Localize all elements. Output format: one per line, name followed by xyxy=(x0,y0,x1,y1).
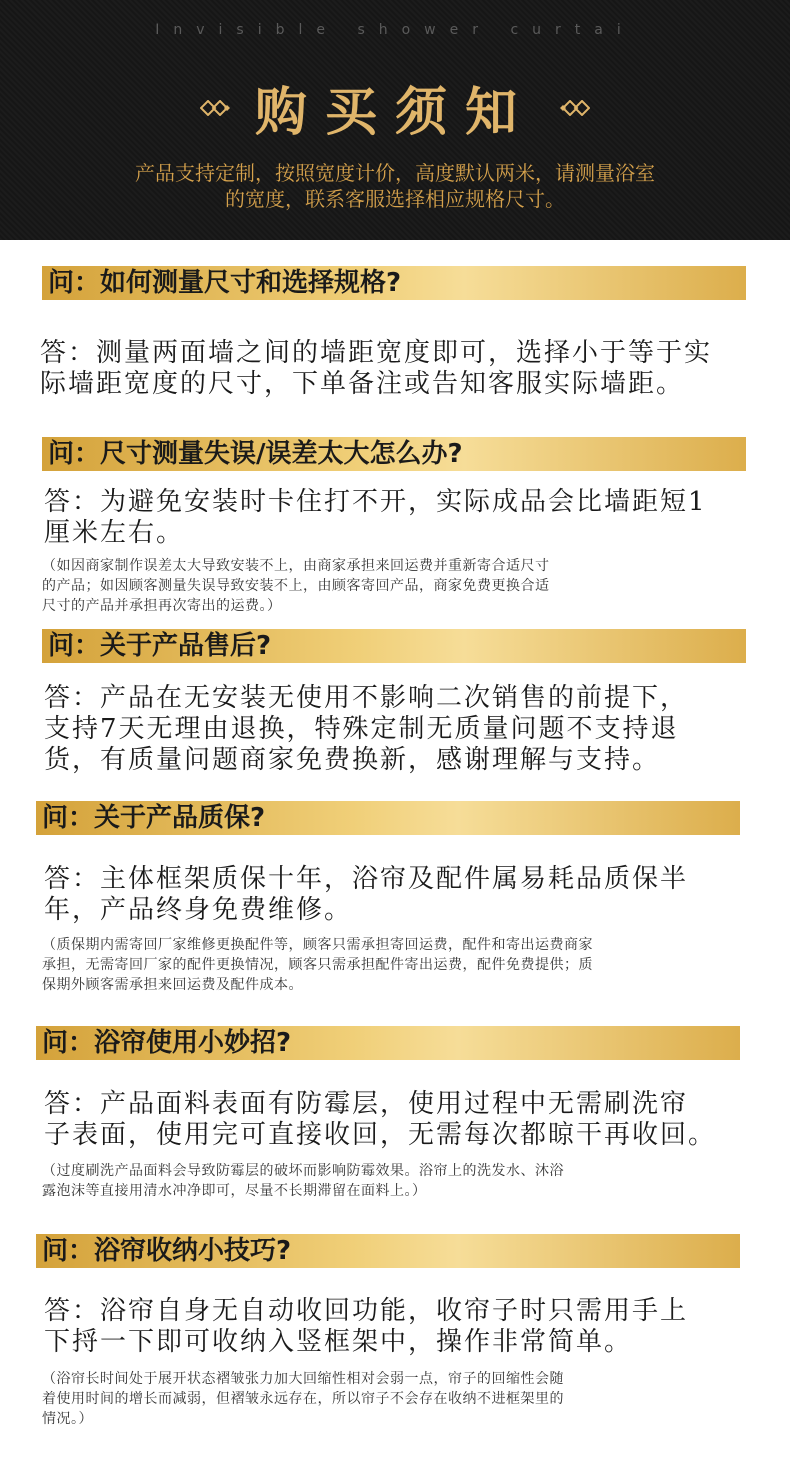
note-text xyxy=(42,1369,772,1429)
question-bar: 问：尺寸测量失误/误差太大怎么办? xyxy=(42,437,746,471)
answer-text xyxy=(44,1089,789,1151)
note-line: 情况。） xyxy=(42,1411,93,1427)
note-line: （如因商家制作误差太大导致安装不上，由商家承担来回运费并重新寄合适尺寸 xyxy=(42,558,550,574)
answer-text xyxy=(44,1296,784,1358)
note-line: （过度刷洗产品面料会导致防霉层的破坏而影响防霉效果。浴帘上的洗发水、沐浴 xyxy=(42,1163,564,1179)
header-subtitle xyxy=(0,160,790,212)
answer-line: 年，产品终身免费维修。 xyxy=(44,895,353,925)
note-line: 露泡沫等直接用清水冲净即可，尽量不长期滞留在面料上。） xyxy=(42,1183,427,1199)
ornament-left-icon xyxy=(200,100,234,116)
title-row xyxy=(0,70,790,145)
english-caption: Invisible shower curtai xyxy=(155,22,635,38)
answer-line: 货，有质量问题商家免费换新，感谢理解与支持。 xyxy=(44,745,661,775)
note-line: 着使用时间的增长而减弱，但褶皱永远存在，所以帘子不会存在收纳不进框架里的 xyxy=(42,1391,564,1407)
answer-line: 答：为避免安装时卡住打不开，实际成品会比墙距短1 xyxy=(44,487,707,517)
subtitle-line: 的宽度，联系客服选择相应规格尺寸。 xyxy=(225,187,565,211)
page-title: 购买须知 xyxy=(254,83,535,143)
note-line: 保期外顾客需承担来回运费及配件成本。 xyxy=(42,977,303,993)
answer-text xyxy=(44,487,784,549)
note-line: （浴帘长时间处于展开状态褶皱张力加大回缩性相对会弱一点，帘子的回缩性会随 xyxy=(42,1371,564,1387)
answer-line: 答：产品面料表面有防霉层，使用过程中无需刷洗帘 xyxy=(44,1089,689,1119)
header-banner xyxy=(0,0,790,240)
question-bar: 问：浴帘使用小妙招? xyxy=(36,1026,740,1060)
answer-line: 答：浴帘自身无自动收回功能，收帘子时只需用手上 xyxy=(44,1296,689,1326)
question-bar: 问：关于产品质保? xyxy=(36,801,740,835)
answer-line: 下捋一下即可收纳入竖框架中，操作非常简单。 xyxy=(44,1327,633,1357)
note-line: 承担，无需寄回厂家的配件更换情况，顾客只需承担配件寄出运费，配件免费提供；质 xyxy=(42,957,593,973)
note-text xyxy=(42,1161,772,1201)
ornament-right-icon xyxy=(556,100,590,116)
answer-text xyxy=(44,683,784,776)
note-line: （质保期内需寄回厂家维修更换配件等，顾客只需承担寄回运费，配件和寄出运费商家 xyxy=(42,937,593,953)
answer-line: 答：主体框架质保十年，浴帘及配件属易耗品质保半 xyxy=(44,864,689,894)
answer-line: 际墙距宽度的尺寸，下单备注或告知客服实际墙距。 xyxy=(40,369,685,399)
note-line: 的产品；如因顾客测量失误导致安装不上，由顾客寄回产品，商家免费更换合适 xyxy=(42,578,550,594)
answer-text xyxy=(44,864,784,926)
answer-line: 答：产品在无安装无使用不影响二次销售的前提下， xyxy=(44,683,689,713)
answer-line: 支持7天无理由退换，特殊定制无质量问题不支持退 xyxy=(44,714,679,744)
question-bar: 问：如何测量尺寸和选择规格? xyxy=(42,266,746,300)
answer-line: 子表面，使用完可直接收回，无需每次都晾干再收回。 xyxy=(44,1120,717,1150)
note-text xyxy=(42,935,772,995)
answer-line: 厘米左右。 xyxy=(44,518,185,548)
answer-line: 答：测量两面墙之间的墙距宽度即可，选择小于等于实 xyxy=(40,338,713,368)
answer-text xyxy=(40,338,790,400)
question-bar: 问：浴帘收纳小技巧? xyxy=(36,1234,740,1268)
note-text xyxy=(42,556,762,616)
question-bar: 问：关于产品售后? xyxy=(42,629,746,663)
note-line: 尺寸的产品并承担再次寄出的运费。） xyxy=(42,598,282,614)
subtitle-line: 产品支持定制，按照宽度计价，高度默认两米，请测量浴室 xyxy=(135,161,655,185)
